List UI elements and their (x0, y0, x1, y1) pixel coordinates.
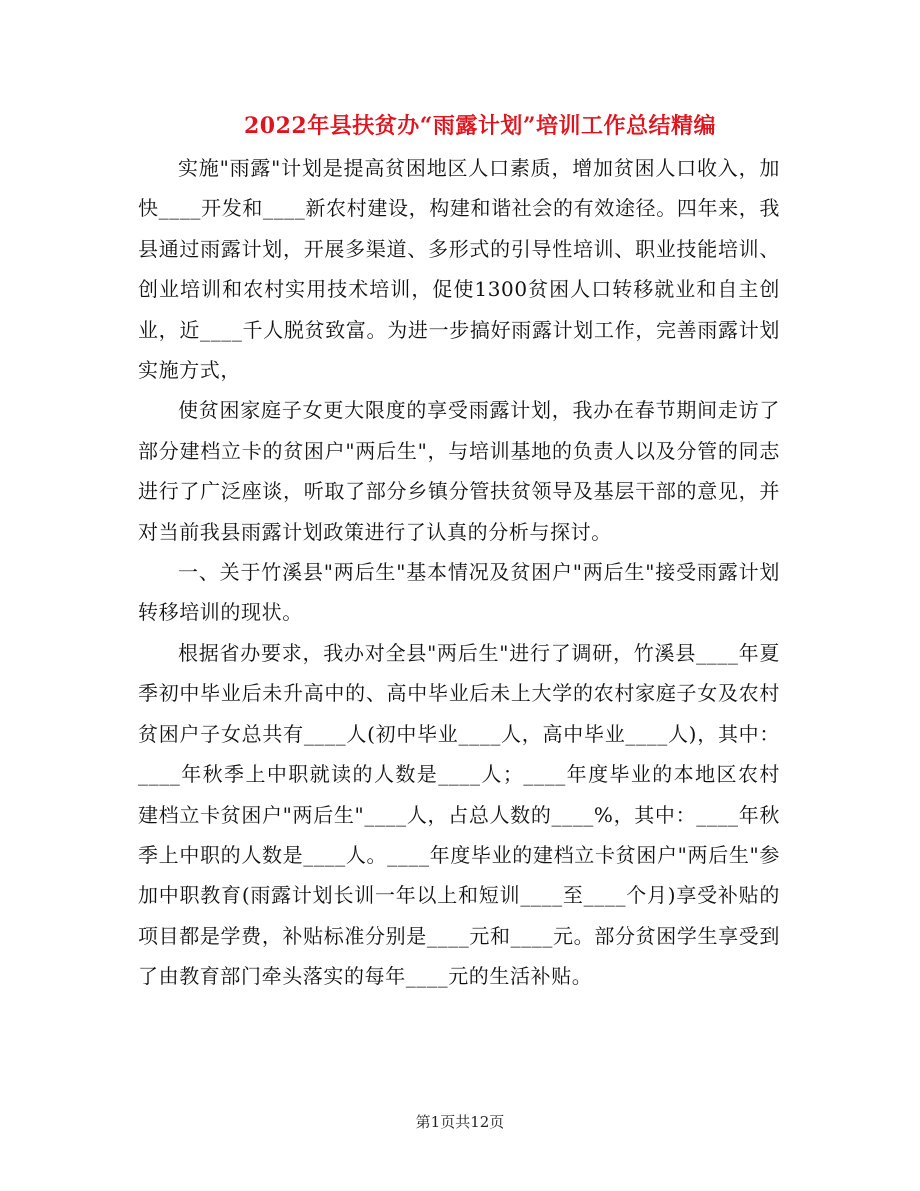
paragraph-1: 实施"雨露"计划是提高贫困地区人口素质，增加贫困人口收入，加快____开发和____新农村建设，构建和谐社会的有效途径。四年来，我县通过雨露计划，开展多渠道、多形式的引导性培训、职业技能培训、创业培训和农村实用技术培训，促使1300贫困人口转移就业和自主创业，近____千人脱贫致富。为进一步搞好雨露计划工作，完善雨露计划实施方式， (138, 156, 780, 383)
document-title: 2022年县扶贫办“雨露计划”培训工作总结精编 (243, 113, 717, 139)
document-body (138, 148, 780, 997)
page-footer: 第1页共12页 (415, 1113, 505, 1131)
paragraph-2: 使贫困家庭子女更大限度的享受雨露计划，我办在春节期间走访了部分建档立卡的贫困户"两后生"，与培训基地的负责人以及分管的同志进行了广泛座谈，听取了部分乡镇分管扶贫领导及基层干部的意见，并对当前我县雨露计划政策进行了认真的分析与探讨。 (138, 398, 780, 544)
paragraph-4: 根据省办要求，我办对全县"两后生"进行了调研，竹溪县____年夏季初中毕业后未升高中的、高中毕业后未上大学的农村家庭子女及农村贫困户子女总共有____人(初中毕业____人，高中毕业____人)，其中：____年秋季上中职就读的人数是____人；____年度毕业的本地区农村建档立卡贫困户"两后生"____人，占总人数的____%，其中：____年秋季上中职的人数是____人。____年度毕业的建档立卡贫困户"两后生"参加中职教育(雨露计划长训一年以上和短训____至____个月)享受补贴的项目都是学费，补贴标准分别是____元和____元。部分贫困学生享受到了由教育部门牵头落实的每年____元的生活补贴。 (138, 640, 780, 989)
paragraph-3-section-heading: 一、关于竹溪县"两后生"基本情况及贫困户"两后生"接受雨露计划转移培训的现状。 (138, 560, 780, 625)
